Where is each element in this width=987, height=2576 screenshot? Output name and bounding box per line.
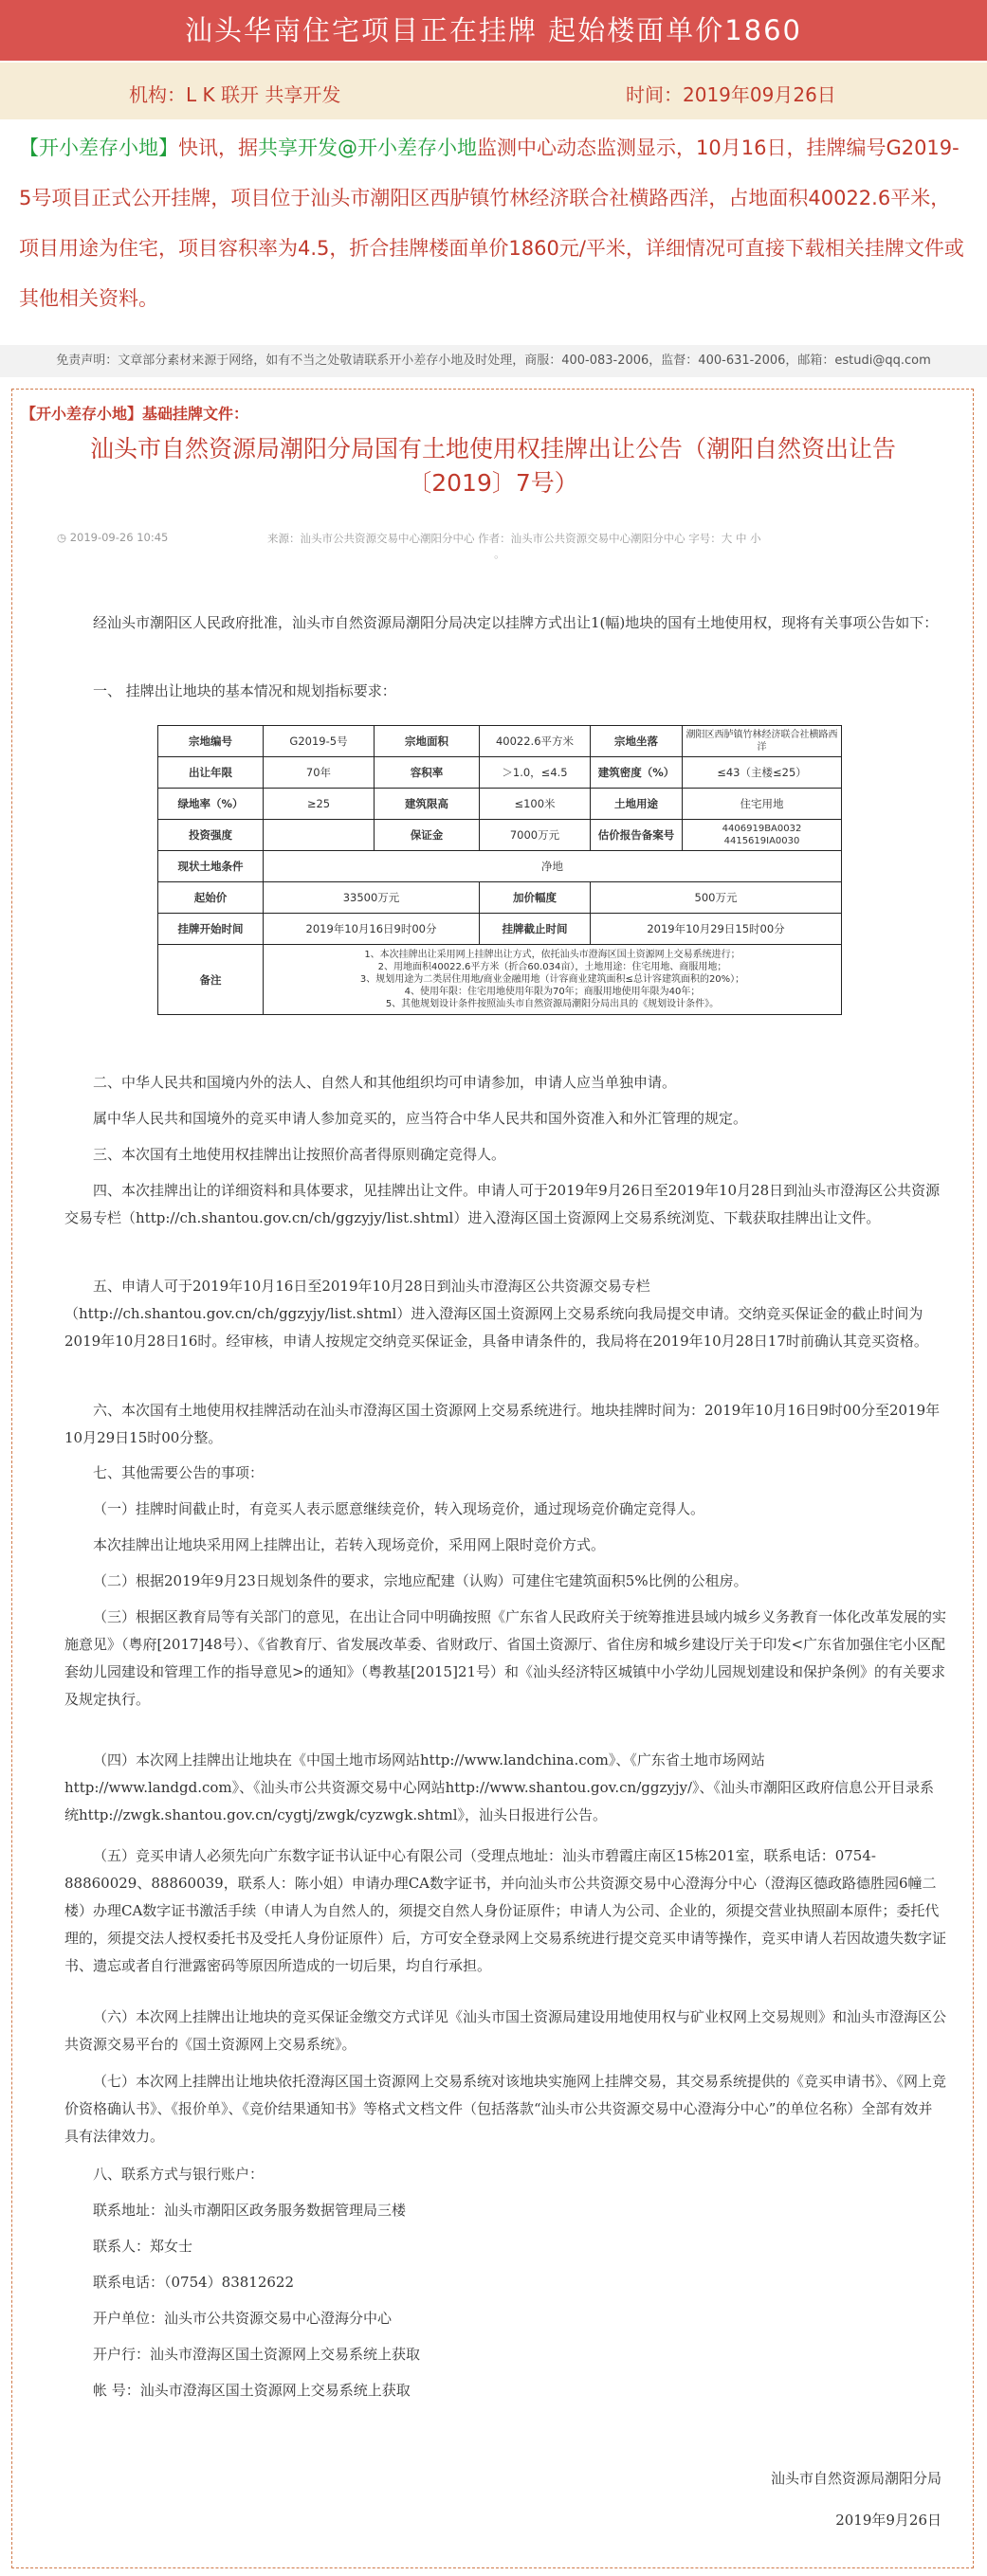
share-icon[interactable]: ◦ [493, 552, 500, 564]
table-cell: 2019年10月16日9时00分 [264, 914, 480, 945]
organization-label: 机构：L K 联开 共享开发 [129, 83, 341, 106]
table-cell: 挂牌截止时间 [480, 914, 591, 945]
table-cell [264, 820, 375, 851]
table-row [158, 789, 842, 820]
disclaimer: 免责声明：文章部分素材来源于网络，如有不当之处敬请联系开小差存小地及时处理，商服：400-083-2006，监督：400-631-2006，邮箱：estudi@qq.com [0, 345, 987, 377]
publish-time: 时间：2019年09月26日 [626, 83, 836, 106]
table-row [158, 914, 842, 945]
note-line: 2、用地面积40022.6平方米（折合60.034亩），土地用途：住宅用地、商服用地； [377, 962, 727, 972]
table-cell: 宗地面积 [375, 726, 480, 757]
table-cell: 估价报告备案号 [591, 820, 683, 851]
table-cell: 70年 [264, 757, 375, 789]
body-paragraph: 属中华人民共和国境外的竞买申请人参加竞买的，应当符合中华人民共和国外资准入和外汇管理的规定。 [93, 1110, 748, 1127]
table-cell: 加价幅度 [480, 882, 591, 914]
note-line: 5、其他规划设计条件按照汕头市自然资源局潮阳分局出具的《规划设计条件》。 [385, 999, 720, 1009]
table-cell: ≤43（主楼≤25） [683, 757, 842, 789]
news-flash [19, 123, 967, 324]
section-1-heading: 一、 挂牌出让地块的基本情况和规划指标要求： [93, 682, 396, 699]
table-cell: 宗地编号 [158, 726, 264, 757]
table-cell: ＞1.0，≤4.5 [480, 757, 591, 789]
table-row [158, 851, 842, 882]
table-cell: 起始价 [158, 882, 264, 914]
contact-phone: 联系电话：（0754）83812622 [93, 2274, 295, 2291]
body-paragraph: （六）本次网上挂牌出让地块的竞买保证金缴交方式详见《汕头市国土资源局建设用地使用权与矿业权网上交易规则》和汕头市澄海区公共资源交易平台的《国土资源网上交易系统》。 [64, 2008, 947, 2053]
table-cell: 500万元 [591, 882, 842, 914]
body-paragraph: 六、本次国有土地使用权挂牌活动在汕头市澄海区国土资源网上交易系统进行。地块挂牌时间为：2019年10月16日9时00分至2019年10月29日15时00分整。 [64, 1402, 941, 1446]
account-number: 帐 号：汕头市澄海区国土资源网上交易系统上获取 [93, 2382, 411, 2399]
body-paragraph: 三、本次国有土地使用权挂牌出让按照价高者得原则确定竞得人。 [93, 1146, 506, 1163]
flash-text-2: 监测中心动态监测显示，10月16日，挂牌编号G2019-5号项目正式公开挂牌，项目位于汕头市潮阳区西胪镇竹林经济联合社横路西洋，占地面积40022.6平米，项目用途为住宅，项目容积率为4.5，折合挂牌楼面单价1860元/平米，详细情况可直接下载相关挂牌文件或其他相关资料。 [19, 136, 964, 310]
table-cell: 住宅用地 [683, 789, 842, 820]
table-row [158, 945, 842, 1015]
body-paragraph: 本次挂牌出让地块采用网上挂牌出让，若转入现场竞价，采用网上限时竞价方式。 [93, 1536, 606, 1553]
contact-person: 联系人：郑女士 [93, 2238, 193, 2255]
table-cell: 出让年限 [158, 757, 264, 789]
notes-cell [264, 945, 842, 1015]
body-paragraph: 五、申请人可于2019年10月16日至2019年10月28日到汕头市澄海区公共资源交易专栏（http://ch.shantou.gov.cn/ch/ggzyjy/list.shtml）进入澄海区国土资源网上交易系统向我局提交申请。交纳竞买保证金的截止时间为2019年10月28日16时。经审核，申请人按规定交纳竞买保证金，具备申请条件的，我局将在2019年10月28日17时前确认其竞买资格。 [64, 1278, 928, 1350]
meta-date: ◷ 2019-09-26 10:45 [57, 531, 169, 544]
body-paragraph: 八、联系方式与银行账户： [93, 2166, 265, 2183]
table-cell: ≥25 [264, 789, 375, 820]
info-bar [0, 63, 987, 119]
account-holder: 开户单位：汕头市公共资源交易中心澄海分中心 [93, 2310, 393, 2327]
meta-date-text: 2019-09-26 10:45 [69, 531, 169, 544]
signature-date: 2019年9月26日 [835, 2512, 941, 2529]
body-paragraph: 四、本次挂牌出让的详细资料和具体要求，见挂牌出让文件。申请人可于2019年9月26日至2019年10月28日到汕头市澄海区公共资源交易专栏（http://ch.shantou.gov.cn/ch/ggzyjy/list.shtml）进入澄海区国土资源网上交易系统浏览、下载获取挂牌出让文件。 [64, 1182, 941, 1226]
table-cell: 容积率 [375, 757, 480, 789]
body-paragraph: （二）根据2019年9月23日规划条件的要求，宗地应配建（认购）可建住宅建筑面积5%比例的公租房。 [93, 1572, 748, 1589]
table-cell: 备注 [158, 945, 264, 1015]
signature-org: 汕头市自然资源局潮阳分局 [770, 2470, 941, 2487]
body-paragraph: 二、中华人民共和国境内外的法人、自然人和其他组织均可申请参加，申请人应当单独申请。 [93, 1074, 677, 1091]
table-row [158, 757, 842, 789]
table-cell: 4406919BA0032 4415619IA0030 [683, 820, 842, 851]
table-cell: 33500万元 [264, 882, 480, 914]
body-paragraph: （三）根据区教育局等有关部门的意见，在出让合同中明确按照《广东省人民政府关于统筹推进县域内城乡义务教育一体化改革发展的实施意见》（粤府[2017]48号）、《省教育厅、省发展改革委、省财政厅、省国土资源厅、省住房和城乡建设厅关于印发<广东省加强住宅小区配套幼儿园建设和管理工作的指导意见>的通知》（粤教基[2015]21号）和《汕头经济特区城镇中小学幼儿园规划建设和保护条例》的有关要求及规定执行。 [64, 1608, 947, 1708]
note-line: 4、使用年限：住宅用地使用年限为70年；商服用地使用年限为40年； [404, 987, 701, 997]
table-cell: 建筑限高 [375, 789, 480, 820]
table-row [158, 726, 842, 757]
land-info-table [157, 725, 842, 1015]
table-cell: 40022.6平方米 [480, 726, 591, 757]
table-cell: ≤100米 [480, 789, 591, 820]
document-title: 汕头市自然资源局潮阳分局国有土地使用权挂牌出让公告（潮阳自然资出让告〔2019〕7号） [89, 435, 896, 497]
table-cell: G2019-5号 [264, 726, 375, 757]
note-line: 3、规划用途为二类居住用地/商业金融用地（计容商业建筑面积≤总计容建筑面积的20%）； [359, 974, 745, 985]
table-cell: 挂牌开始时间 [158, 914, 264, 945]
table-cell: 投资强度 [158, 820, 264, 851]
flash-tag: 【开小差存小地】 [19, 136, 178, 159]
contact-address: 联系地址：汕头市潮阳区政务服务数据管理局三楼 [93, 2202, 407, 2219]
table-cell: 土地用途 [591, 789, 683, 820]
flash-source: 共享开发@开小差存小地 [258, 136, 477, 159]
table-cell: 潮阳区西胪镇竹林经济联合社横路西洋 [683, 726, 842, 757]
table-cell: 净地 [264, 851, 842, 882]
body-paragraph: （七）本次网上挂牌出让地块依托澄海区国土资源网上交易系统对该地块实施网上挂牌交易，其交易系统提供的《竞买申请书》、《网上竞价资格确认书》、《报价单》、《竞价结果通知书》等格式文档文件（包括落款“汕头市公共资源交易中心澄海分中心”的单位名称）全部有效并具有法律效力。 [64, 2073, 947, 2145]
basis-label: 【开小差存小地】基础挂牌文件： [21, 405, 249, 423]
body-paragraph: （四）本次网上挂牌出让地块在《中国土地市场网站http://www.landchina.com》、《广东省土地市场网站http://www.landgd.com》、《汕头市公共资源交易中心网站http://www.shantou.gov.cn/ggzyjy/》、《汕头市潮阳区政府信息公开目录系统http://zwgk.shantou.gov.cn/cygtj/zwgk/cyzwgk.shtml》，汕头日报进行公告。 [64, 1751, 935, 1823]
banner-title: 汕头华南住宅项目正在挂牌 起始楼面单价1860 [0, 0, 987, 61]
table-cell: 绿地率（%） [158, 789, 264, 820]
body-paragraph: （一）挂牌时间截止时，有竞买人表示愿意继续竞价，转入现场竞价，通过现场竞价确定竞得人。 [93, 1500, 705, 1517]
body-paragraph: 七、其他需要公告的事项： [93, 1464, 265, 1481]
table-row [158, 820, 842, 851]
table-cell: 现状土地条件 [158, 851, 264, 882]
table-cell: 宗地坐落 [591, 726, 683, 757]
table-cell: 保证金 [375, 820, 480, 851]
table-cell: 建筑密度（%） [591, 757, 683, 789]
body-paragraph: （五）竞买申请人必须先向广东数字证书认证中心有限公司（受理点地址：汕头市碧霞庄南区15栋201室，联系电话：0754-88860029、88860039，联系人：陈小姐）申请办理CA数字证书，并向汕头市公共资源交易中心澄海分中心（澄海区德政路德胜园6幢二楼）办理CA数字证书激活手续（申请人为自然人的，须提交自然人身份证原件；申请人为公司、企业的，须提交营业执照副本原件；委托代理的，须提交法人授权委托书及受托人身份证原件）后，方可安全登录网上交易系统进行提交竞买申请等操作，竞买申请人若因故遗失数字证书、遗忘或者自行泄露密码等原因所造成的一切后果，均自行承担。 [64, 1847, 947, 1974]
flash-text-1: 快讯，据 [178, 136, 258, 159]
table-cell: 2019年10月29日15时00分 [591, 914, 842, 945]
meta-source: 来源：汕头市公共资源交易中心潮阳分中心 作者：汕头市公共资源交易中心潮阳分中心 字号：大 中 小 [267, 532, 761, 545]
account-bank: 开户行：汕头市澄海区国土资源网上交易系统上获取 [93, 2346, 421, 2363]
table-row [158, 882, 842, 914]
note-line: 1、本次挂牌出让采用网上挂牌出让方式，依托汕头市澄海区国土资源网上交易系统进行； [364, 950, 740, 960]
intro-paragraph: 经汕头市潮阳区人民政府批准，汕头市自然资源局潮阳分局决定以挂牌方式出让1(幅)地块的国有土地使用权，现将有关事项公告如下： [93, 614, 939, 631]
table-cell: 7000万元 [480, 820, 591, 851]
